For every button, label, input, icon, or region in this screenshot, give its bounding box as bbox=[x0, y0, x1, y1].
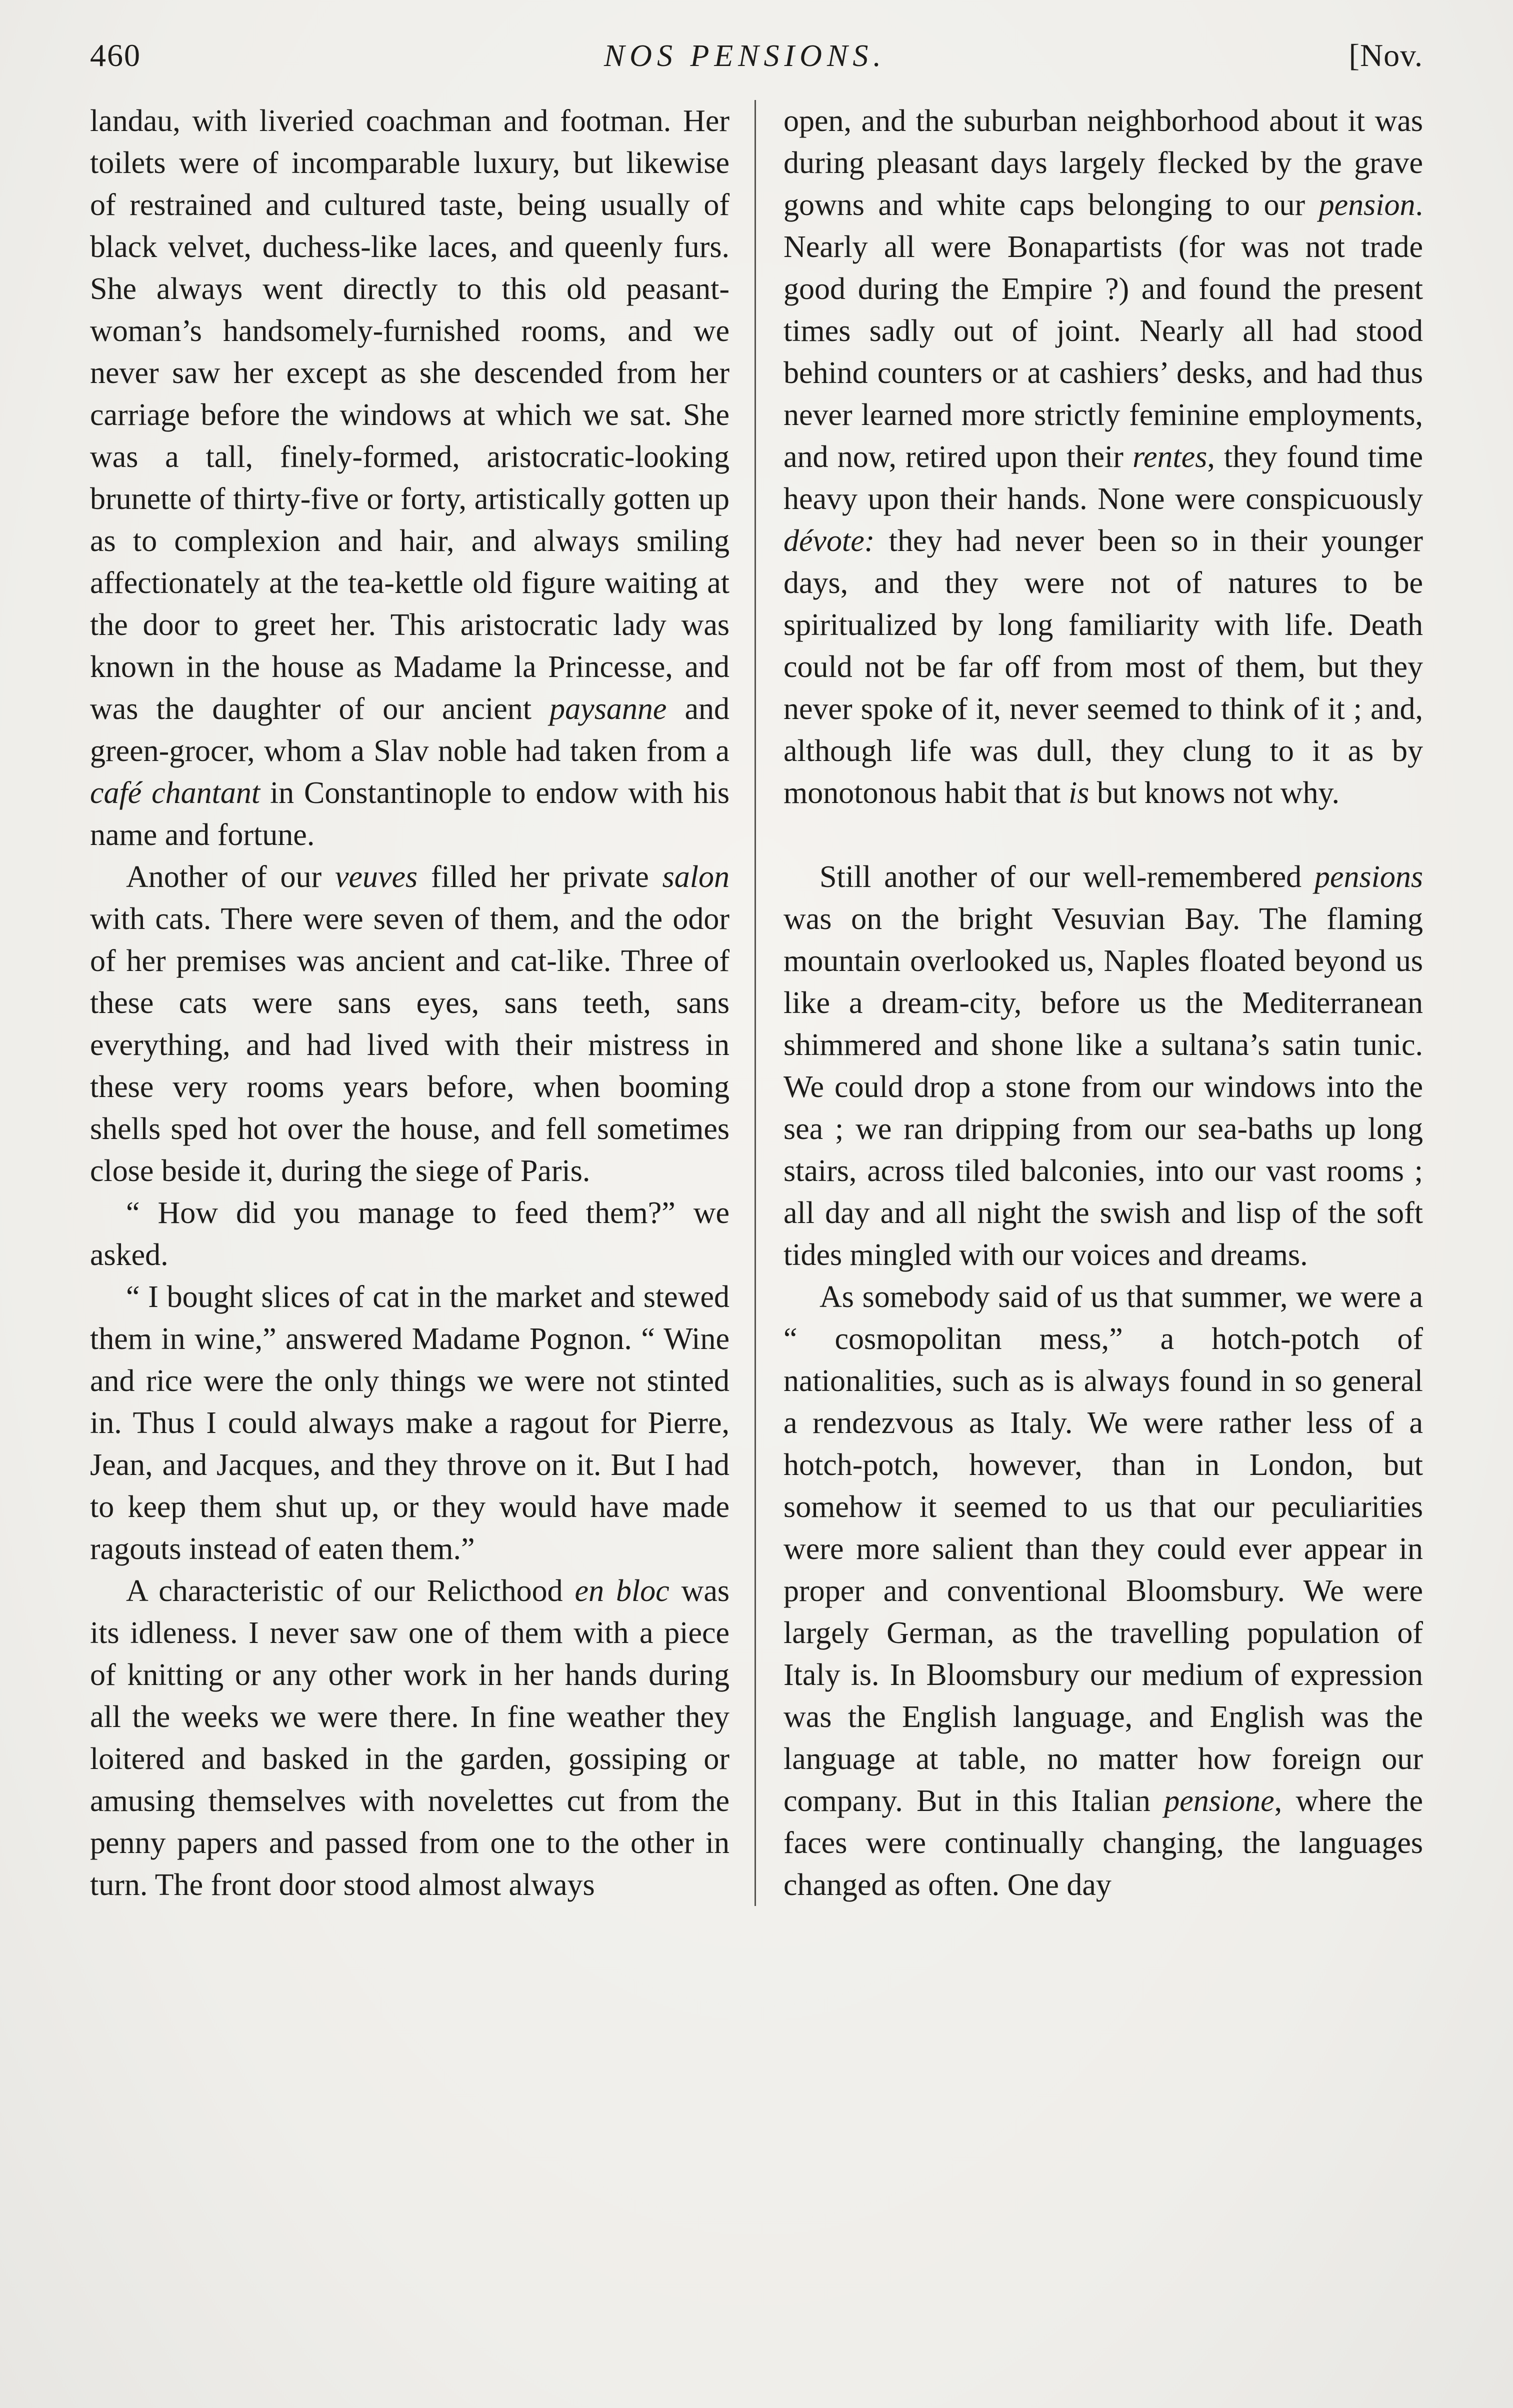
italic-text-run: is bbox=[1068, 776, 1090, 810]
page-number: 460 bbox=[90, 38, 141, 73]
running-head bbox=[90, 37, 1423, 74]
italic-text-run: pensions bbox=[1314, 860, 1423, 894]
issue-date: [Nov. bbox=[1348, 38, 1423, 73]
paragraph bbox=[90, 856, 730, 1192]
column-right bbox=[756, 100, 1423, 1906]
italic-text-run: veuves bbox=[334, 860, 418, 894]
italic-text-run: dévote: bbox=[784, 524, 875, 558]
text-run: Still another of our well-remembered bbox=[820, 860, 1314, 894]
paragraph bbox=[784, 100, 1423, 814]
text-run: , where the faces were continually changing, the languages changed as often. One day bbox=[784, 1784, 1424, 1902]
text-run: was on the bright Vesuvian Bay. The flaming mountain overlooked us, Naples floated beyond us like a dream-city, before us the Mediterranean shimmered and shone like a sultana’s satin tunic. We could drop a stone from our windows into the sea ; we ran dripping from our sea-baths up long stairs, across tiled balconies, into our vast rooms ; all day and all night the swish and lisp of the soft tides mingled with our voices and dreams. bbox=[784, 902, 1423, 1272]
text-run: A characteristic of our Relicthood bbox=[126, 1574, 575, 1608]
italic-text-run: rentes bbox=[1132, 440, 1208, 474]
paragraph bbox=[90, 100, 730, 856]
text-run: with cats. There were seven of them, and the odor of her premises was ancient and cat-like. Three of these cats were sans eyes, sans teeth, sans everything, and had lived with their mistress in these very rooms years before, when booming shells sped hot over the house, and fell sometimes close beside it, during the siege of Paris. bbox=[90, 902, 730, 1188]
text-run: in Constantinople to endow with his name and fortune. bbox=[90, 776, 730, 852]
italic-text-run: en bloc bbox=[574, 1574, 670, 1608]
text-run: . Nearly all were Bonapartists (for was not trade good during the Empire ?) and found the present times sadly out of joint. Nearly all had stood behind counters or at cashiers’ desks, and had thus never learned more strictly feminine employments, and now, retired upon their bbox=[784, 188, 1423, 474]
text-run: and green-grocer, whom a Slav noble had taken from a bbox=[90, 692, 730, 768]
italic-text-run: paysanne bbox=[550, 692, 667, 726]
italic-text-run: salon bbox=[662, 860, 730, 894]
paragraph bbox=[90, 1570, 730, 1906]
text-run: filled her private bbox=[418, 860, 662, 894]
text-run: As somebody said of us that summer, we were a “ cosmopolitan mess,” a hotch-potch of nationalities, such as is always found in so general a rendezvous as Italy. We were rather less of a hotch-potch, however, than in London, but somehow it seemed to us that our peculiarities were more salient than they could ever appear in proper and conventional Bloomsbury. We were largely German, as the travelling population of Italy is. In Bloomsbury our medium of expression was the English language, and English was the language at table, no matter how foreign our company. But in this Italian bbox=[784, 1280, 1423, 1818]
text-run: but knows not why. bbox=[1089, 776, 1340, 810]
italic-text-run: pensione bbox=[1164, 1784, 1274, 1818]
paragraph bbox=[784, 856, 1423, 1276]
text-run: Another of our bbox=[126, 860, 335, 894]
text-run: “ How did you manage to feed them?” we asked. bbox=[90, 1196, 730, 1272]
running-title: NOS PENSIONS. bbox=[604, 39, 886, 73]
italic-text-run: pension bbox=[1318, 188, 1416, 222]
paragraph bbox=[90, 1276, 730, 1570]
text-run: open, and the suburban neighborhood about it was during pleasant days largely flecked by the grave gowns and white caps belonging to our bbox=[784, 104, 1423, 222]
text-run: they had never been so in their younger days, and they were not of natures to be spiritualized by long familiarity with life. Death could not be far off from most of them, but they never spoke of it, never seemed to think of it ; and, although life was dull, they clung to it as by monotonous habit that bbox=[784, 524, 1423, 810]
column-left bbox=[90, 100, 754, 1906]
text-run: “ I bought slices of cat in the market and stewed them in wine,” answered Madame Pognon. “ Wine and rice were the only things we were not stinted in. Thus I could always make a ragout for Pierre, Jean, and Jacques, and they throve on it. But I had to keep them shut up, or they would have made ragouts instead of eaten them.” bbox=[90, 1280, 730, 1566]
paragraph bbox=[784, 1276, 1423, 1906]
paragraph bbox=[90, 1192, 730, 1276]
text-run: landau, with liveried coachman and footman. Her toilets were of incomparable luxury, but likewise of restrained and cultured taste, being usually of black velvet, duchess-like laces, and queenly furs. She always went directly to this old peasant-woman’s handsomely-furnished rooms, and we never saw her except as she descended from her carriage before the windows at which we sat. She was a tall, finely-formed, aristocratic-looking brunette of thirty-five or forty, artistically gotten up as to complexion and hair, and always smiling affectionately at the tea-kettle old figure waiting at the door to greet her. This aristocratic lady was known in the house as Madame la Princesse, and was the daughter of our ancient bbox=[90, 104, 730, 726]
text-columns bbox=[90, 100, 1423, 1906]
text-run: was its idleness. I never saw one of them with a piece of knitting or any other work in her hands during all the weeks we were there. In fine weather they loitered and basked in the garden, gossiping or amusing themselves with novelettes cut from the penny papers and passed from one to the other in turn. The front door stood almost always bbox=[90, 1574, 730, 1902]
italic-text-run: café chantant bbox=[90, 776, 260, 810]
text-run: , they found time heavy upon their hands. None were conspicuously bbox=[784, 440, 1423, 516]
